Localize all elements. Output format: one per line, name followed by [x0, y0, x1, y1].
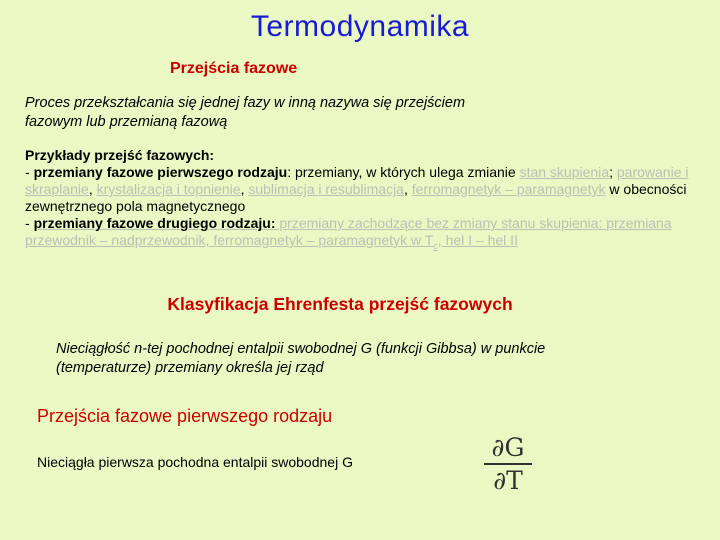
link-bez-zmiany[interactable]: przemiany zachodzące bez zmiany stanu skupienia: [275, 215, 599, 231]
fraction-bar: [484, 463, 532, 465]
definition-text: [25, 94, 685, 132]
link-ferromagnetyk[interactable]: ferromagnetyk – paramagnetyk: [411, 181, 606, 197]
link-stan-skupienia[interactable]: stan skupienia: [519, 164, 610, 180]
first-order-label: przemiany fazowe pierwszego rodzaju: [33, 164, 288, 180]
ehrenfest-heading: Klasyfikacja Ehrenfesta przejść fazowych: [167, 294, 513, 314]
second-order-prefix: -: [25, 215, 34, 231]
link-krystalizacja[interactable]: krystalizacja i topnienie: [96, 181, 241, 197]
first-derivative-text: Nieciągła pierwsza pochodna entalpii swobodnej G: [37, 454, 353, 470]
link-sublimacja[interactable]: sublimacja i resublimacja: [248, 181, 404, 197]
first-order-text: : przemiany, w których ulega zmianie: [287, 164, 520, 180]
section-subtitle: Przejścia fazowe: [170, 60, 298, 77]
tc-subscript: c: [433, 240, 438, 251]
second-order-label: przemiany fazowe drugiego rodzaju:: [33, 215, 276, 231]
examples-heading: Przykłady przejść fazowych:: [25, 147, 215, 163]
first-sep-1: ;: [609, 164, 617, 180]
first-sep-3: ,: [240, 181, 249, 197]
link-nadprzewodnik[interactable]: przemiana przewodnik – nadprzewodnik, ferromagnetyk – paramagnetyk w T: [25, 215, 672, 248]
link-hel[interactable]: , hel I – hel II: [437, 232, 518, 248]
first-sep-4: ,: [403, 181, 412, 197]
definition-line-2: fazowym lub przemianą fazową: [25, 114, 228, 130]
first-order-prefix: -: [25, 164, 34, 180]
examples-block: [25, 147, 695, 255]
first-sep-2: ,: [88, 181, 97, 197]
first-order-heading: Przejścia fazowe pierwszego rodzaju: [37, 406, 333, 426]
order-text: [56, 340, 676, 378]
formula-numerator: ∂G: [491, 433, 525, 462]
second-sep-1: :: [598, 215, 607, 231]
slide-title: Termodynamika: [250, 10, 470, 43]
derivative-formula: [484, 434, 532, 495]
first-order-tail: w obecności zewnętrznego pola magnetycznego: [25, 181, 687, 214]
link-parowanie[interactable]: parowanie i skraplanie: [25, 164, 689, 197]
order-line-1: Nieciągłość n-tej pochodnej entalpii swobodnej G (funkcji Gibbsa) w punkcie: [56, 341, 546, 357]
formula-denominator: ∂T: [493, 465, 523, 495]
order-line-2: (temperaturze) przemiany określa jej rząd: [56, 360, 324, 376]
definition-line-1: Proces przekształcania się jednej fazy w inną nazywa się przejściem: [25, 95, 466, 111]
